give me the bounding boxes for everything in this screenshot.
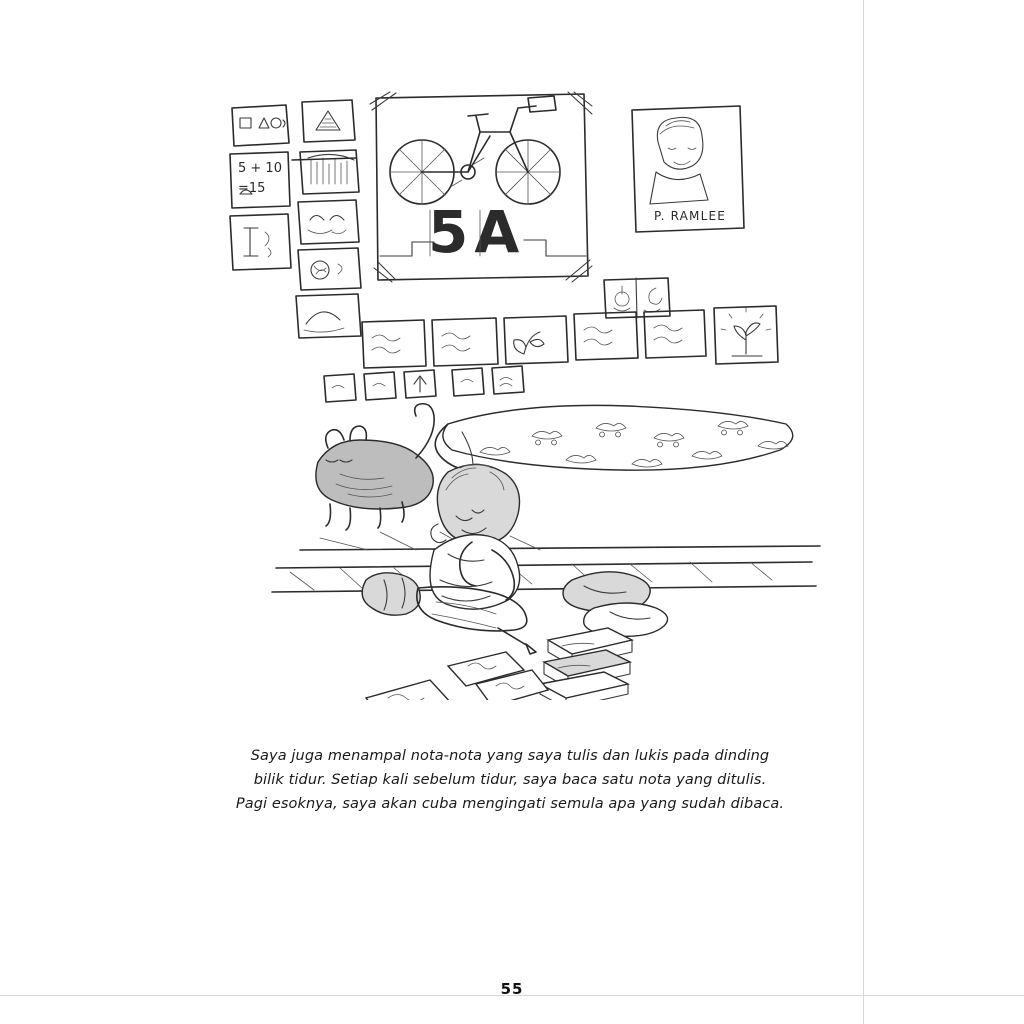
note-portrait-ramlee bbox=[632, 106, 744, 232]
illustration-svg bbox=[180, 80, 840, 700]
cat bbox=[316, 404, 434, 530]
note-ball bbox=[298, 248, 361, 290]
note-math-line1: 5 + 10 bbox=[238, 161, 282, 176]
book-stack bbox=[540, 628, 632, 700]
note-plant-sun bbox=[714, 306, 778, 364]
page-number: 55 bbox=[500, 980, 524, 998]
caption-line-1: Saya juga menampal nota-nota yang saya tulis dan lukis pada dinding bbox=[250, 748, 770, 764]
note-triangle bbox=[302, 100, 355, 142]
bed-scene-group bbox=[300, 404, 820, 550]
poster-text: 5A bbox=[428, 198, 526, 266]
caption-line-2: bilik tidur. Setiap kali sebelum tidur, saya baca satu nota yang ditulis. bbox=[253, 771, 767, 788]
caption-line-3: Pagi esoknya, saya akan cuba mengingati semula apa yang sudah dibaca. bbox=[235, 795, 785, 812]
poster-5a-text bbox=[428, 198, 525, 266]
caption bbox=[170, 745, 850, 817]
poster-bicycle-5a bbox=[370, 92, 592, 282]
note-hatch bbox=[300, 150, 359, 194]
note-hill bbox=[296, 294, 361, 338]
note-spiral bbox=[298, 200, 359, 244]
note-row-lines bbox=[362, 306, 778, 368]
loose-papers bbox=[366, 652, 548, 700]
note-key bbox=[230, 214, 291, 270]
portrait-label: P. RAMLEE bbox=[654, 209, 727, 223]
wall-notes-group bbox=[230, 92, 778, 402]
note-faces bbox=[292, 158, 356, 160]
illustration bbox=[180, 80, 840, 700]
note-mini-strip bbox=[324, 366, 524, 402]
note-shapes bbox=[232, 105, 289, 146]
note-math-line2: =15 bbox=[238, 181, 266, 196]
page-edge-line-right bbox=[863, 0, 864, 1024]
note-math bbox=[230, 152, 290, 208]
